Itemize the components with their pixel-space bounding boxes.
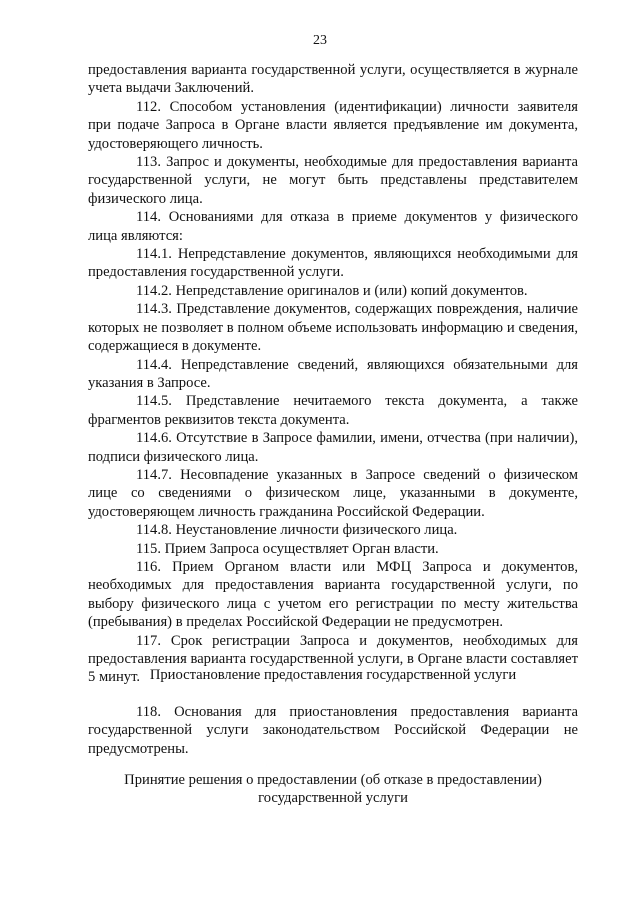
paragraph-118-block bbox=[88, 703, 578, 758]
paragraph-114-2: 114.2. Непредставление оригиналов и (или) копий документов. bbox=[136, 282, 528, 299]
section-heading-suspension: Приостановление предоставления государственной услуги bbox=[149, 667, 517, 683]
paragraph-114: 114. Основаниями для отказа в приеме документов у физического лица являются: bbox=[88, 209, 578, 244]
section-heading-decision-line1: Принятие решения о предоставлении (об отказе в предоставлении) bbox=[124, 772, 542, 788]
paragraph-113: 113. Запрос и документы, необходимые для предоставления варианта государственной услуги, не могут быть представлены представителем физического лица. bbox=[88, 154, 578, 207]
paragraph-114-5: 114.5. Представление нечитаемого текста документа, а также фрагментов реквизитов текста документа. bbox=[88, 393, 578, 428]
paragraph-114-6: 114.6. Отсутствие в Запросе фамилии, имени, отчества (при наличии), подписи физического лица. bbox=[88, 430, 578, 465]
paragraph-118: 118. Основания для приостановления предоставления варианта государственной услуги законодательством Российской Федерации не предусмотрены. bbox=[88, 704, 578, 757]
paragraph-111-continuation: предоставления варианта государственной услуги, осуществляется в журнале учета выдачи Заключений. bbox=[88, 62, 578, 97]
page-number: 23 bbox=[313, 33, 327, 48]
paragraph-114-3: 114.3. Представление документов, содержащих повреждения, наличие которых не позволяет в полном объеме использовать информацию и сведения, содержащиеся в документе. bbox=[88, 301, 578, 355]
paragraph-114-7: 114.7. Несовпадение указанных в Запросе сведений о физическом лице со сведениями о физическом лице, указанными в документе, удостоверяющем личность гражданина Российской Федерации. bbox=[88, 466, 578, 520]
paragraph-114-1: 114.1. Непредставление документов, являющихся необходимыми для предоставления государственной услуги. bbox=[88, 246, 578, 281]
paragraph-114-4: 114.4. Непредставление сведений, являющихся обязательными для указания в Запросе. bbox=[88, 356, 578, 391]
paragraph-112: 112. Способом установления (идентификации) личности заявителя при подаче Запроса в Органе власти является предъявление им документа, удостоверяющего личность. bbox=[88, 98, 578, 152]
document-body bbox=[88, 61, 578, 687]
paragraph-115: 115. Прием Запроса осуществляет Орган власти. bbox=[136, 540, 439, 557]
paragraph-116: 116. Прием Органом власти или МФЦ Запроса и документов, необходимых для предоставления варианта государственной услуги, по выбору физического лица с учетом его регистрации по месту жительства (пребывания) в пределах Российской Федерации не предусмотрен. bbox=[88, 558, 578, 631]
paragraph-114-8: 114.8. Неустановление личности физического лица. bbox=[136, 522, 458, 539]
paragraph-117: 117. Срок регистрации Запроса и документов, необходимых для предоставления варианта государственной услуги, в Органе власти составляет 5 минут. bbox=[88, 632, 578, 686]
section-heading-decision bbox=[88, 771, 578, 808]
section-heading-decision-line2: государственной услуги bbox=[258, 790, 408, 807]
